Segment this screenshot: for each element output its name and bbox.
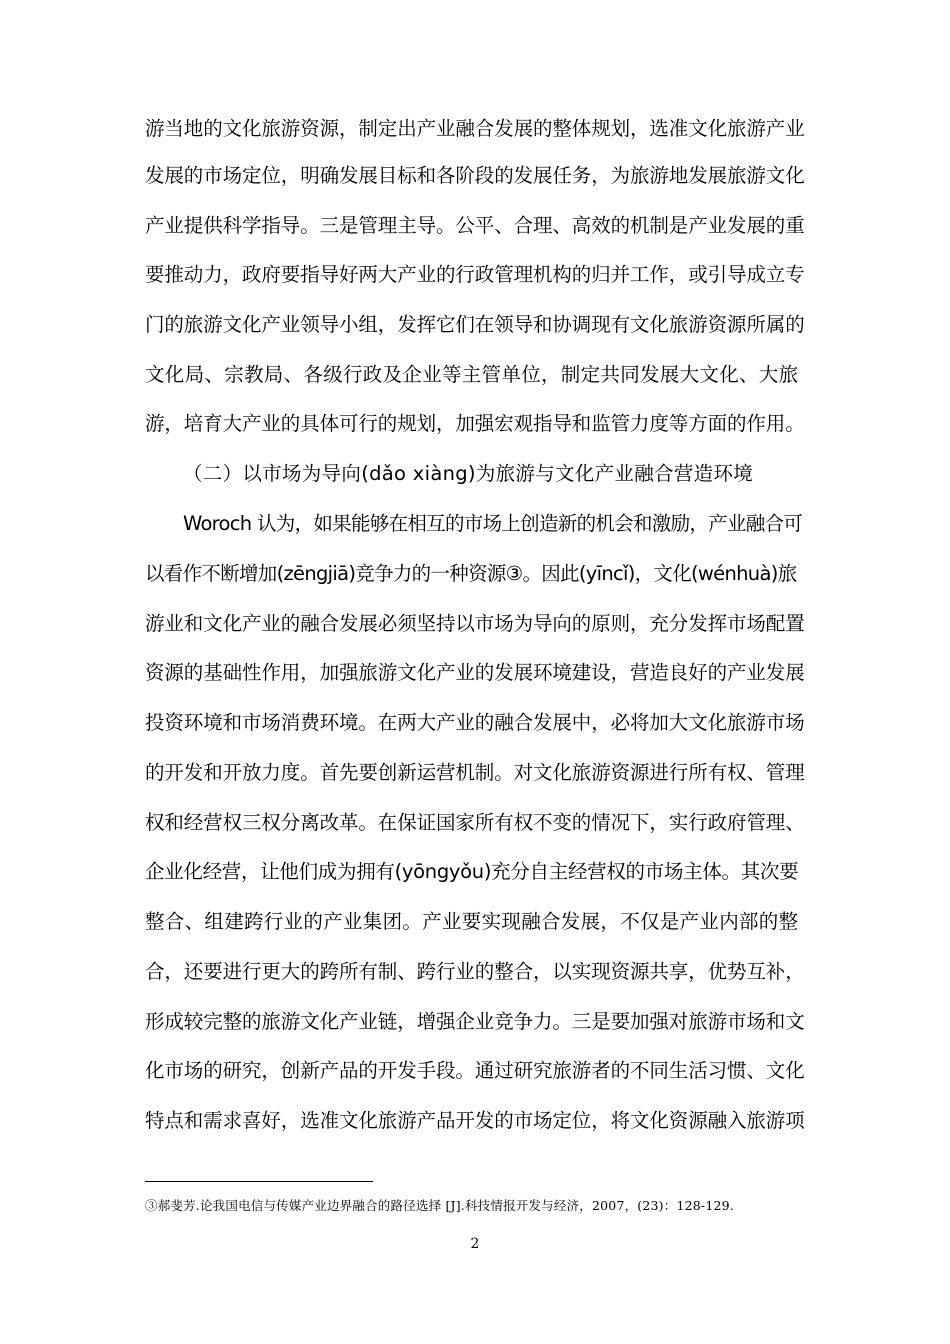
text-line: 形成较完整的旅游文化产业链，增强企业竞争力。三是要加强对旅游市场和文 xyxy=(145,1010,805,1033)
text-line: 特点和需求喜好，选准文化旅游产品开发的市场定位，将文化资源融入旅游项 xyxy=(145,1109,805,1132)
text-line: 游，培育大产业的具体可行的规划，加强宏观指导和监管力度等方面的作用。 xyxy=(145,412,805,435)
text-line: 门的旅游文化产业领导小组，发挥它们在领导和协调现有文化旅游资源所属的 xyxy=(145,313,805,336)
text-line: 游业和文化产业的融合发展必须坚持以市场为导向的原则，充分发挥市场配置 xyxy=(145,612,805,635)
text-line: 发展的市场定位，明确发展目标和各阶段的发展任务，为旅游地发展旅游文化 xyxy=(145,164,805,187)
text-line: 产业提供科学指导。三是管理主导。公平、合理、高效的机制是产业发展的重 xyxy=(145,214,805,237)
text-line: 化市场的研究，创新产品的开发手段。通过研究旅游者的不同生活习惯、文化 xyxy=(145,1059,805,1082)
page-number: 2 xyxy=(470,1236,480,1252)
text-line: 以看作不断增加(zēngjiā)竞争力的一种资源③。因此(yīncǐ)，文化(wénhuà)旅 xyxy=(145,562,797,585)
text-line: 游当地的文化旅游资源，制定出产业融合发展的整体规划，选准文化旅游产业 xyxy=(145,117,805,140)
paragraph-first-line: Woroch 认为，如果能够在相互的市场上创造新的机会和激励，产业融合可 xyxy=(183,512,803,535)
text-line: 资源的基础性作用，加强旅游文化产业的发展环境建设，营造良好的产业发展 xyxy=(145,661,805,684)
footnote: ③郝斐芳.论我国电信与传媒产业边界融合的路径选择 [J].科技情报开发与经济，2007，(23)：128-129. xyxy=(145,1198,734,1213)
text-line: 要推动力，政府要指导好两大产业的行政管理机构的归并工作，或引导成立专 xyxy=(145,263,805,286)
footnote-divider xyxy=(145,1181,373,1182)
section-heading: （二）以市场为导向(dǎo xiàng)为旅游与文化产业融合营造环境 xyxy=(183,462,754,485)
text-line: 整合、组建跨行业的产业集团。产业要实现融合发展，不仅是产业内部的整 xyxy=(145,910,799,933)
text-line: 的开发和开放力度。首先要创新运营机制。对文化旅游资源进行所有权、管理 xyxy=(145,761,805,784)
text-line: 合，还要进行更大的跨所有制、跨行业的整合，以实现资源共享，优势互补， xyxy=(145,960,805,983)
text-line: 权和经营权三权分离改革。在保证国家所有权不变的情况下，实行政府管理、 xyxy=(145,811,805,834)
text-line: 投资环境和市场消费环境。在两大产业的融合发展中，必将加大文化旅游市场 xyxy=(145,711,805,734)
text-line: 文化局、宗教局、各级行政及企业等主管单位，制定共同发展大文化、大旅 xyxy=(145,363,799,386)
text-line: 企业化经营，让他们成为拥有(yōngyǒu)充分自主经营权的市场主体。其次要 xyxy=(145,860,799,883)
